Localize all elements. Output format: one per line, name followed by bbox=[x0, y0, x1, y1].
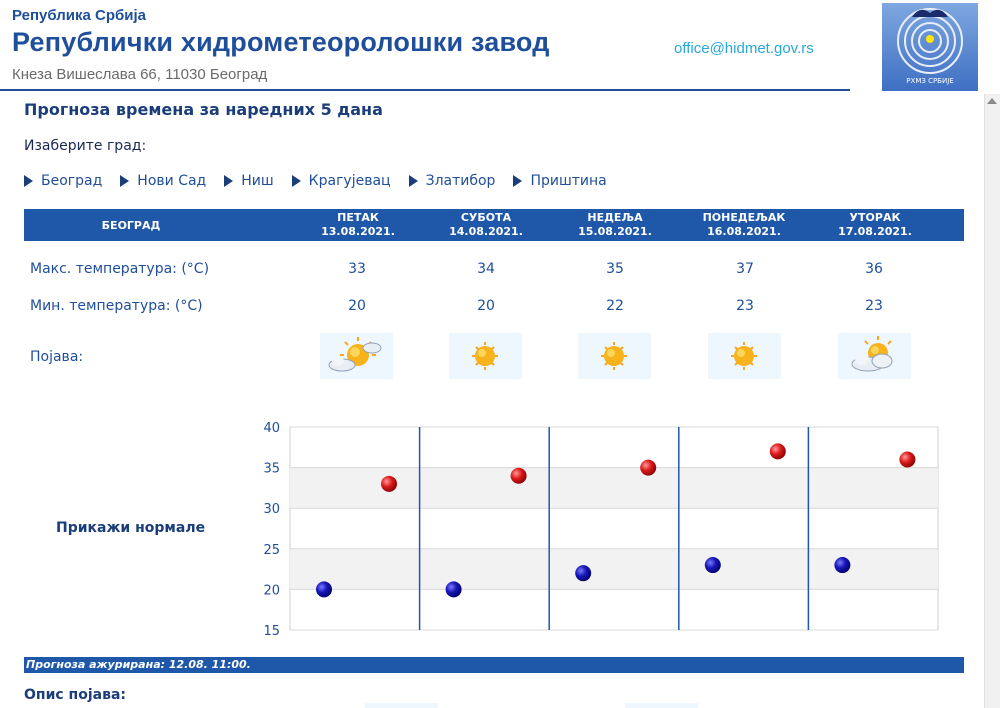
arrow-right-icon bbox=[409, 175, 418, 187]
max-temp-cell: 37 bbox=[736, 261, 754, 277]
max-temp-cell: 33 bbox=[348, 261, 366, 277]
day-header bbox=[555, 211, 675, 239]
chart-y-axis bbox=[263, 421, 280, 639]
description-title: Опис појава: bbox=[24, 687, 126, 703]
city-link-kragujevac[interactable] bbox=[292, 173, 391, 189]
scroll-up-icon[interactable] bbox=[987, 98, 997, 104]
min-temp-point bbox=[705, 557, 721, 573]
day-name: СУБОТА bbox=[460, 211, 512, 224]
sun-icon bbox=[449, 333, 522, 379]
arrow-right-icon bbox=[24, 175, 33, 187]
day-header bbox=[298, 211, 418, 239]
y-tick-label: 35 bbox=[263, 461, 280, 477]
day-date: 17.08.2021. bbox=[838, 225, 912, 238]
city-link-label: Златибор bbox=[425, 173, 496, 189]
max-temp-point bbox=[511, 468, 527, 484]
day-date: 16.08.2021. bbox=[707, 225, 781, 238]
day-date: 15.08.2021. bbox=[578, 225, 652, 238]
max-temp-cell: 34 bbox=[477, 261, 495, 277]
city-prompt: Изаберите град: bbox=[24, 138, 147, 154]
min-temp-label: Мин. температура: (°C) bbox=[30, 298, 203, 314]
email-link[interactable]: office@hidmet.gov.rs bbox=[674, 40, 814, 57]
phenomenon-label: Појава: bbox=[30, 349, 84, 365]
day-date: 14.08.2021. bbox=[449, 225, 523, 238]
max-temp-cell: 36 bbox=[865, 261, 883, 277]
city-link-label: Нови Сад bbox=[137, 173, 207, 189]
city-link-beograd[interactable] bbox=[24, 173, 102, 189]
min-temp-point bbox=[575, 565, 591, 581]
city-link-zlatibor[interactable] bbox=[409, 173, 496, 189]
day-name: НЕДЕЉА bbox=[587, 211, 643, 224]
arrow-right-icon bbox=[120, 175, 129, 187]
logo-text: РХМЗ СРБИЈЕ bbox=[906, 77, 954, 85]
arrow-right-icon bbox=[513, 175, 522, 187]
max-temp-point bbox=[770, 443, 786, 459]
city-link-label: Ниш bbox=[241, 173, 274, 189]
min-temp-point bbox=[316, 581, 332, 597]
day-name: УТОРАК bbox=[849, 211, 901, 224]
header-divider bbox=[0, 89, 850, 91]
y-tick-label: 20 bbox=[263, 583, 280, 599]
city-link-pristina[interactable] bbox=[513, 173, 606, 189]
institute-address: Кнеза Вишеслава 66, 11030 Београд bbox=[12, 66, 268, 83]
city-link-novi-sad[interactable] bbox=[120, 173, 206, 189]
max-temp-point bbox=[640, 460, 656, 476]
max-temp-point bbox=[381, 476, 397, 492]
y-tick-label: 40 bbox=[263, 421, 280, 436]
forecast-table-header bbox=[24, 209, 964, 241]
forecast-title: Прогноза времена за наредних 5 дана bbox=[24, 100, 383, 119]
city-links bbox=[24, 173, 625, 189]
min-temp-cell: 23 bbox=[865, 298, 883, 314]
y-tick-label: 25 bbox=[263, 542, 280, 558]
min-temp-cell: 20 bbox=[477, 298, 495, 314]
institute-title: Републички хидрометеоролошки завод bbox=[12, 27, 550, 57]
day-name: ПЕТАК bbox=[337, 211, 379, 224]
show-normals-link[interactable]: Прикажи нормале bbox=[56, 520, 206, 536]
day-header bbox=[426, 211, 546, 239]
min-temp-point bbox=[834, 557, 850, 573]
y-tick-label: 30 bbox=[263, 502, 280, 518]
republic-label: Република Србија bbox=[12, 7, 147, 24]
sun-icon bbox=[708, 333, 781, 379]
chart-plot-area bbox=[290, 427, 938, 630]
max-temp-cell: 35 bbox=[606, 261, 624, 277]
chart-grid bbox=[290, 427, 938, 630]
rhmz-logo bbox=[882, 3, 978, 91]
sun-icon bbox=[578, 333, 651, 379]
arrow-right-icon bbox=[292, 175, 301, 187]
forecast-updated-bar: Прогноза ажурирана: 12.08. 11:00. bbox=[24, 657, 964, 673]
description-icon-box bbox=[365, 703, 438, 708]
min-temp-cell: 23 bbox=[736, 298, 754, 314]
max-temp-label: Макс. температура: (°C) bbox=[30, 261, 210, 277]
city-link-label: Крагујевац bbox=[308, 173, 391, 189]
y-tick-label: 15 bbox=[263, 624, 280, 639]
city-link-nis[interactable] bbox=[224, 173, 273, 189]
partly-cloudy-sun-icon bbox=[320, 333, 393, 379]
day-date: 13.08.2021. bbox=[321, 225, 395, 238]
partly-cloudy-sun-icon bbox=[838, 333, 911, 379]
temperature-chart bbox=[250, 412, 950, 644]
min-temp-cell: 20 bbox=[348, 298, 366, 314]
min-temp-cell: 22 bbox=[606, 298, 624, 314]
min-temp-point bbox=[446, 581, 462, 597]
max-temp-point bbox=[899, 451, 915, 467]
description-icon-box bbox=[625, 703, 698, 708]
day-header bbox=[815, 211, 935, 239]
arrow-right-icon bbox=[224, 175, 233, 187]
day-name: ПОНЕДЕЉАК bbox=[702, 211, 786, 224]
city-link-label: Приштина bbox=[530, 173, 607, 189]
table-city-name: БЕОГРАД bbox=[101, 218, 161, 232]
vertical-scrollbar[interactable] bbox=[984, 94, 1000, 708]
city-link-label: Београд bbox=[41, 173, 103, 189]
day-header bbox=[684, 211, 804, 239]
